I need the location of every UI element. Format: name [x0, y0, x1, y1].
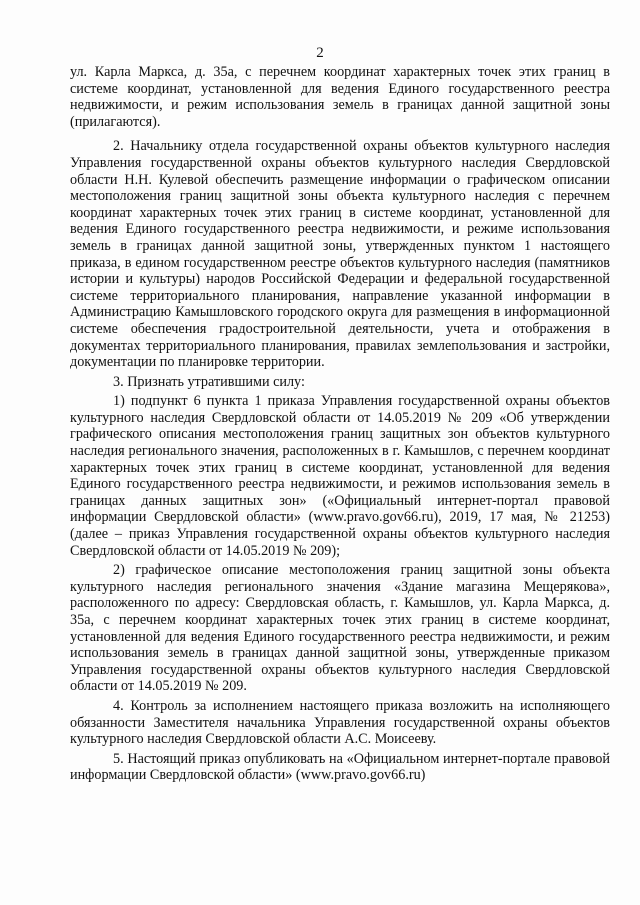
paragraph-continuation: ул. Карла Маркса, д. 35а, с перечнем координат характерных точек этих границ в системе координат, установленной для ведения Единого государственного реестра недвижимости, и режим использования земель в границах данной защитной зоны (прилагаются).: [70, 64, 610, 130]
paragraph-item-5: 5. Настоящий приказ опубликовать на «Официальном интернет-портале правовой информации Свердловской области» (www.pravo.gov66.ru): [70, 750, 610, 784]
paragraph-item-3-1: 1) подпункт 6 пункта 1 приказа Управления государственной охраны объектов культурного наследия Свердловской области от 14.05.2019 № 209 «Об утверждении графического описания местоположения границ защитных зон объектов культурного наследия регионального значения, расположенных в г. Камышлов, с перечнем координат характерных точек этих границ в системе координат, установленной для ведения Единого государственного реестра недвижимости, и режимов использования земель в границах данных защитных зон» («Официальный интернет-портал правовой информации Свердловской области» (www.pravo.gov66.ru), 2019, 17 мая, № 21253) (далее – приказ Управления государственной охраны объектов культурного наследия Свердловской области от 14.05.2019 № 209);: [70, 393, 610, 559]
paragraph-item-2: 2. Начальнику отдела государственной охраны объектов культурного наследия Управления государственной охраны объектов культурного наследия Свердловской области Н.Н. Кулевой обеспечить размещение информации о графическом описании местоположения границ защитной зоны объекта культурного наследия с перечнем координат характерных точек этих границ в системе координат, установленной для ведения Единого государственного реестра недвижимости, и режиме использования земель в границах данной защитной зоны, утвержденных пунктом 1 настоящего приказа, в едином государственном реестре объектов культурного наследия (памятников истории и культуры) народов Российской Федерации и федеральной государственной системе территориального планирования, направление указанной информации в Администрацию Камышловского городского округа для размещения в информационной системе обеспечения градостроительной деятельности, учета и отображения в документах территориального планирования, правилах землепользования и застройки, документации по планировке территории.: [70, 138, 610, 371]
paragraph-item-3-2: 2) графическое описание местоположения границ защитной зоны объекта культурного наследия регионального значения «Здание магазина Мещерякова», расположенного по адресу: Свердловская область, г. Камышлов, ул. Карла Маркса, д. 35а, с перечнем координат характерных точек этих границ в системе координат, установленной для ведения Единого государственного реестра недвижимости, и режим использования земель в границах данной защитной зоны, утвержденные приказом Управления государственной охраны объектов культурного наследия Свердловской области от 14.05.2019 № 209.: [70, 562, 610, 695]
paragraph-item-4: 4. Контроль за исполнением настоящего приказа возложить на исполняющего обязанности Заместителя начальника Управления государственной охраны объектов культурного наследия Свердловской области А.С. Моисееву.: [70, 697, 610, 748]
document-body: [70, 64, 610, 787]
paragraph-item-3: 3. Признать утратившими силу:: [113, 373, 305, 390]
page-number: 2: [316, 45, 324, 61]
